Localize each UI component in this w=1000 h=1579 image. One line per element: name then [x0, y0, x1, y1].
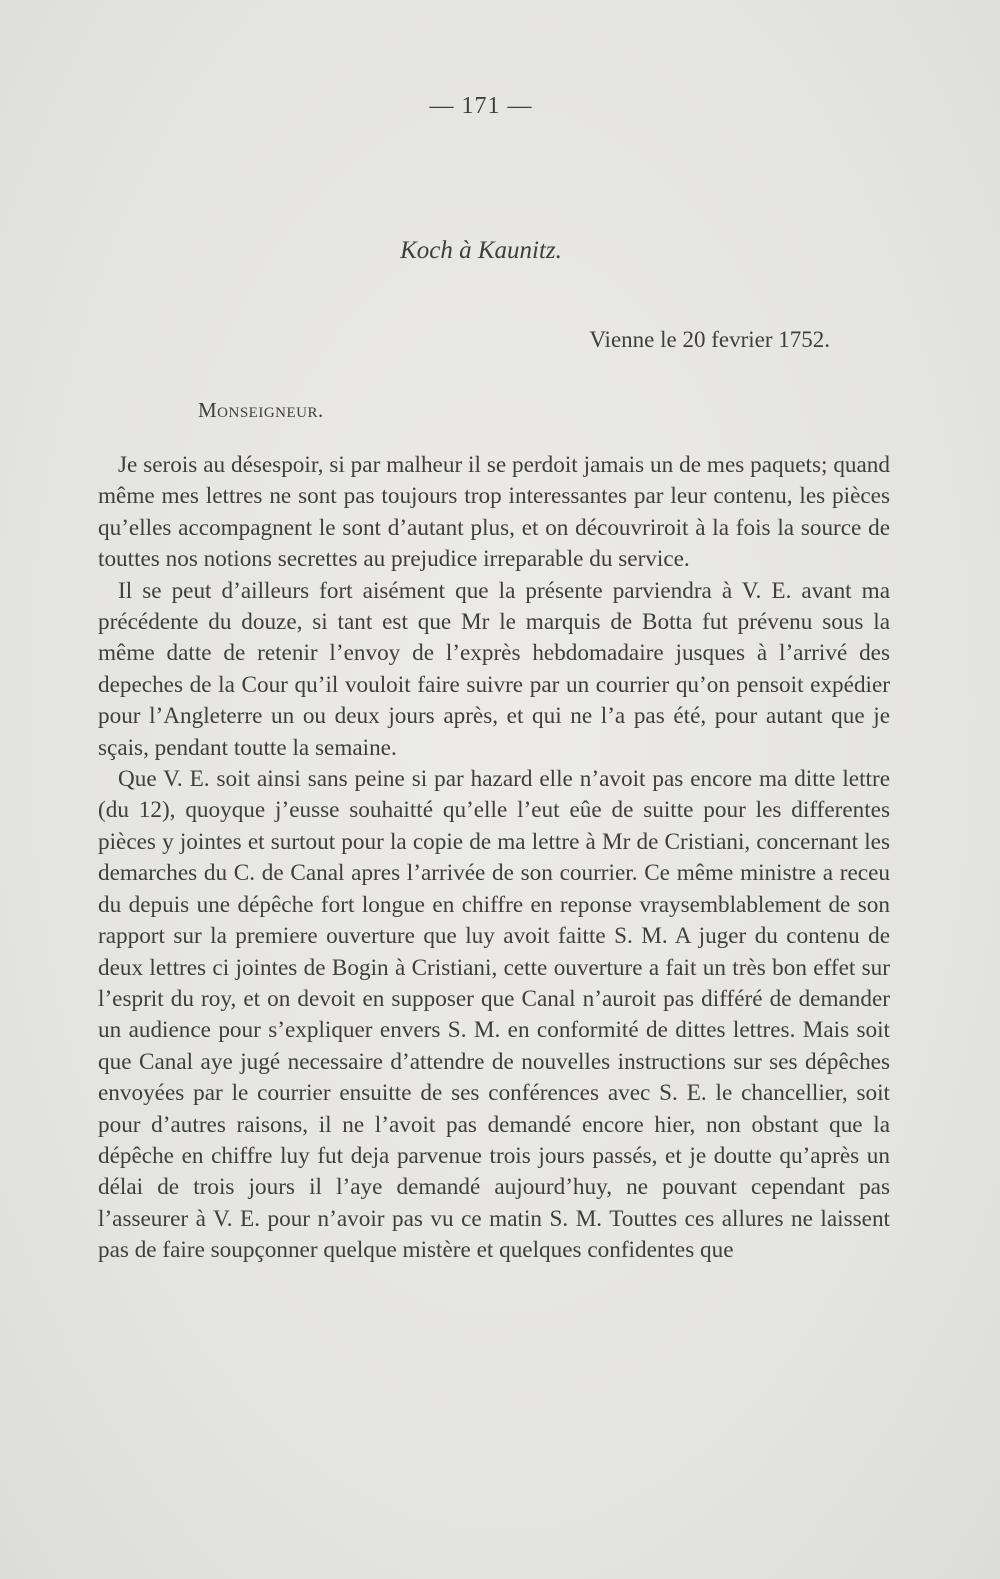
letter-dateline: Vienne le 20 fevrier 1752.	[589, 327, 830, 352]
letter-title: Koch à Kaunitz.	[400, 237, 562, 264]
letter-salutation: Monseigneur.	[198, 398, 324, 422]
letter-body	[98, 450, 890, 1267]
paragraph: Il se peut d’ailleurs fort aisément que la présente parviendra à V. E. avant ma précédente du douze, si tant est que Mr le marquis de Botta fut prévenu sous la même datte de retenir l’envoy de l’exprès hebdomadaire jusques à l’arrivé des depeches de la Cour qu’il vouloit faire suivre par un courrier qu’on pensoit expédier pour l’Angleterre un ou deux jours après, et qui ne l’a pas été, pour autant que je sçais, pendant toutte la semaine.	[98, 577, 890, 761]
paragraph: Que V. E. soit ainsi sans peine si par hazard elle n’avoit pas encore ma ditte lettre (du 12), quoyque j’eusse souhaitté qu’elle l’eut eûe de suitte pour les differentes pièces y jointes et surtout pour la copie de ma lettre à Mr de Cristiani, concernant les demarches du C. de Canal apres l’arrivée de son courrier. Ce même ministre a receu du depuis une dépêche fort longue en chiffre en reponse vraysemblablement de son rapport sur la premiere ouverture que luy avoit faitte S. M. A juger du contenu de deux lettres ci jointes de Bogin à Cristiani, cette ouverture a fait un très bon effet sur l’esprit du roy, et on devoit en supposer que Canal n’auroit pas différé de demander un audience pour s’expliquer envers S. M. en conformité de dittes lettres. Mais soit que Canal aye jugé necessaire d’attendre de nouvelles instructions sur ses dépêches envoyées par le courrier ensuitte de ses conférences avec S. E. le chancellier, soit pour d’autres raisons, il ne l’avoit pas demandé encore hier, non obstant que la dépêche en chiffre luy fut deja parvenue trois jours passés, et je doutte qu’après un délai de trois jours il l’aye demandé aujourd’huy, ne pouvant cependant pas l’asseurer à V. E. pour n’avoir pas vu ce matin S. M. Touttes ces allures ne laissent pas de faire soupçonner quelque mistère et quelques confidentes que	[98, 766, 890, 1264]
page-number: — 171 —	[429, 93, 533, 119]
paragraph: Je serois au désespoir, si par malheur il se perdoit jamais un de mes paquets; quand même mes lettres ne sont pas toujours trop interessantes par leur contenu, les pièces qu’elles accompagnent le sont d’autant plus, et on découvriroit à la fois la source de touttes nos notions secrettes au prejudice irreparable du service.	[98, 452, 890, 573]
